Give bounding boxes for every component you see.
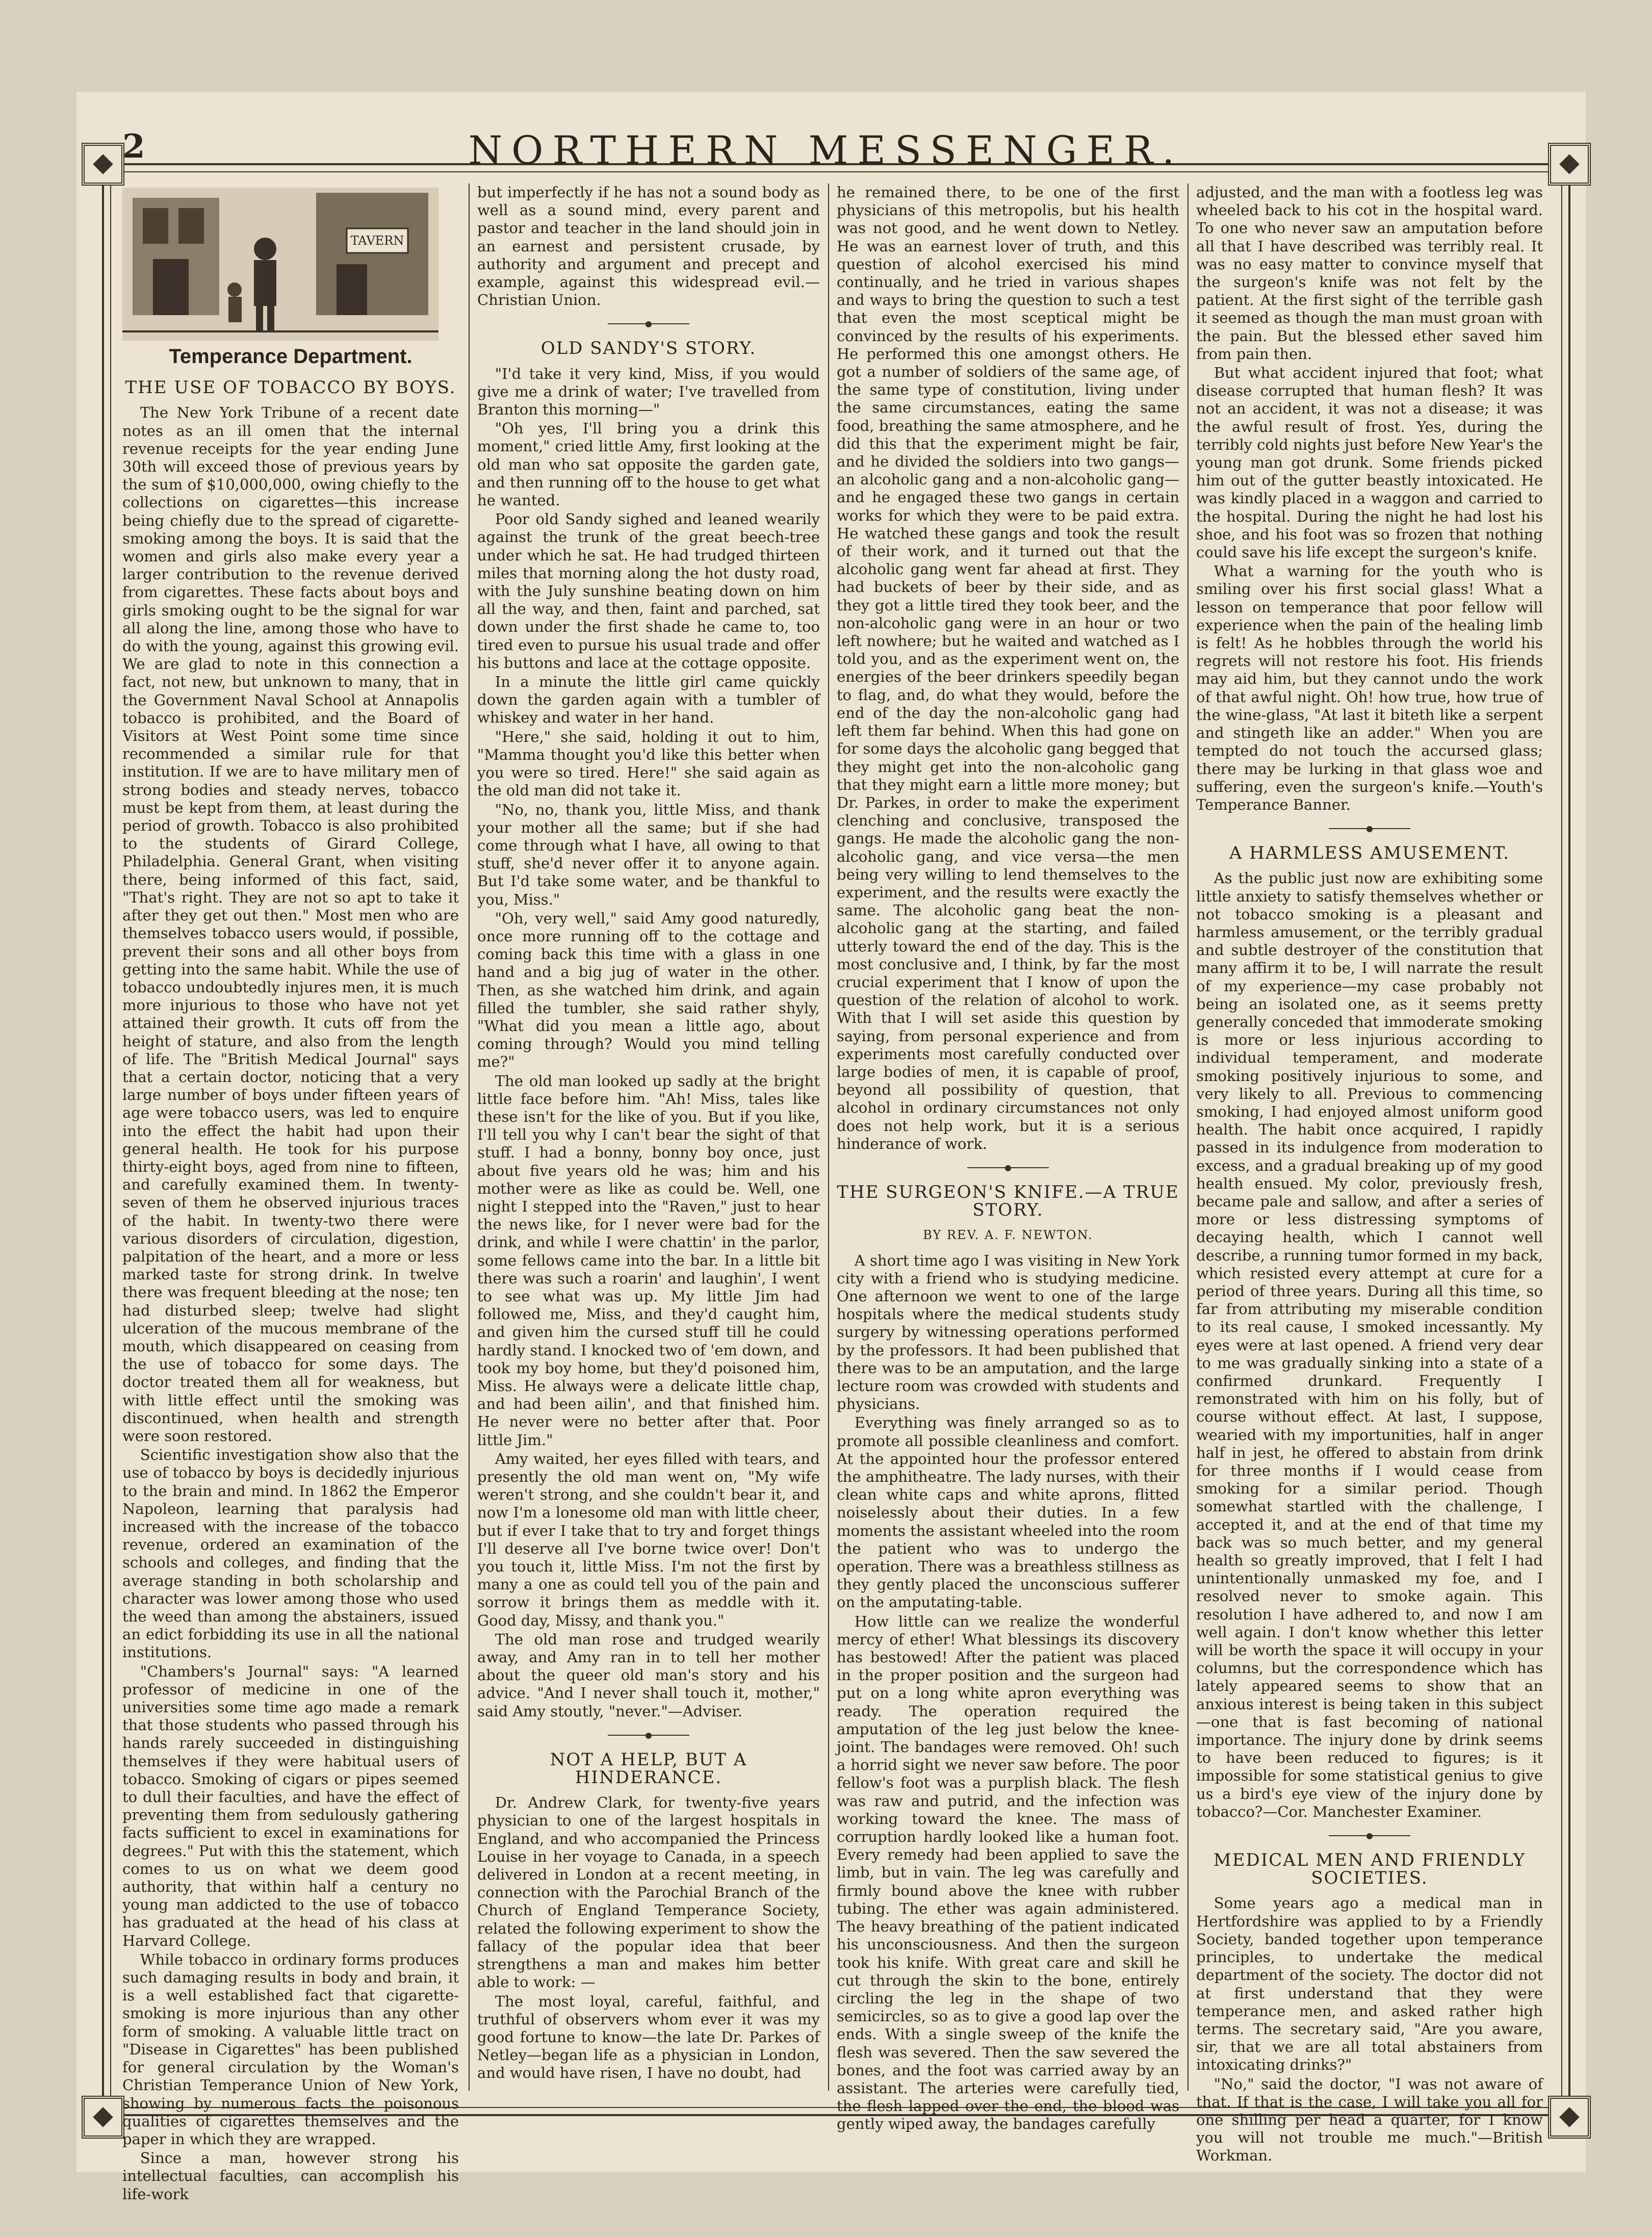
article-paragraph: "I'd take it very kind, Miss, if you would give me a drink of water; I've travelled from Branton this morning—"	[477, 365, 820, 419]
article-paragraph: The New York Tribune of a recent date notes as an ill omen that the internal revenue receipts for the year ending June 30th will exceed those of previous years by the sum of $10,000,000, owing chiefly to the collections on cigarettes—this increase being chiefly due to the spread of cigarette-smoking among the boys. It is said that the women and girls also make every year a larger contribution to the revenue derived from cigarettes. These facts about boys and girls smoking ought to be the signal for war all along the line, among those who have to do with the young, against this growing evil. We are glad to note in this connection a fact, not new, but unknown to many, that in the Government Naval School at Annapolis tobacco is prohibited, and the Board of Visitors at West Point some time since recommended a similar rule for that institution. If we are to have military men of strong bodies and steady nerves, tobacco must be kept from them, at least during the period of growth. Tobacco is also prohibited to the students of Girard College, Philadelphia. General Grant, when visiting there, being informed of this fact, said, "That's right. They are not so apt to take it after they get out then." Most men who are themselves tobacco users would, if possible, prevent their sons and all other boys from getting into the same habit. While the use of tobacco undoubtedly injures men, it is much more injurious to those who have not yet attained their growth. It cuts off from the height of stature, and also from the length of life. The "British Medical Journal" says that a certain doctor, noticing that a very large number of boys under fifteen years of age were tobacco users, was led to enquire into the effect the habit had upon their general health. He took for his purpose thirty-eight boys, aged from nine to fifteen, and carefully examined them. In twenty-seven of them he observed injurious traces of the habit. In twenty-two there were various disorders of circulation, digestion, palpitation of the heart, and a more or less marked taste for strong drink. In twelve there was frequent bleeding at the nose; ten had disturbed sleep; twelve had slight ulceration of the mucous membrane of the mouth, which disappeared on ceasing from the use of tobacco for some days. The doctor treated them all for weakness, but with little effect until the smoking was discontinued, when health and strength were soon restored.	[122, 404, 459, 1445]
temperance-vignette-illustration	[122, 188, 438, 341]
article-paragraph: The old man looked up sadly at the bright little face before him. "Ah! Miss, tales like these isn't for the like of you. But if you like, I'll tell you why I can't bear the sight of that stuff. I had a bonny, bonny boy once, just about five years old he was; him and his mother were as like as could be. Well, one night I stepped into the "Raven," just to hear the news like, for I never were bad for the drink, and while I were chattin' in the parlor, some fellows came into the bar. In a little bit there was such a roarin' and laughin', I went to see what was up. My little Jim had followed me, Miss, and they'd caught him, and given him the cursed stuff till he could hardly stand. I knocked two of 'em down, and took my boy home, but they'd poisoned him, Miss. He always were a delicate little chap, and had been ailin', and that finished him. He never were no better after that. Poor little Jim."	[477, 1072, 820, 1449]
column-1	[122, 184, 459, 2203]
article-paragraph: Some years ago a medical man in Hertfordshire was applied to by a Friendly Society, banded together upon temperance principles, to undertake the medical department of the society. The doctor did not at first understand that they were temperance men, and asked rather high terms. The secretary said, "Are you aware, sir, that we are all total abstainers from intoxicating drinks?"	[1196, 1894, 1543, 2074]
article-title: MEDICAL MEN AND FRIENDLY SOCIETIES.	[1213, 1850, 1526, 1889]
article-paragraph: While tobacco in ordinary forms produces such damaging results in body and brain, it is a well established fact that cigarette-smoking is more injurious than any other form of smoking. A valuable little tract on "Disease in Cigarettes" has been published for general circulation by the Woman's Christian Temperance Union of New York, showing by numerous facts the poisonous qualities of cigarettes themselves and the paper in which they are wrapped.	[122, 1950, 459, 2148]
column-2	[477, 184, 820, 2091]
article-title: OLD SANDY'S STORY.	[540, 338, 757, 359]
section-divider	[967, 1165, 1049, 1170]
article-paragraph: Poor old Sandy sighed and leaned wearily against the trunk of the great beech-tree under which he sat. He had trudged thirteen miles that morning along the hot dusty road, with the July sunshine beating down on him all the way, and then, faint and parched, sat down under the first shade he came to, too tired even to pursue his usual trade and offer his buttons and lace at the cottage opposite.	[477, 510, 820, 672]
article-paragraph: "Here," she said, holding it out to him, "Mamma thought you'd like this better when you were so tired. Here!" she said again as the old man did not take it.	[477, 728, 820, 800]
article-paragraph: "Chambers's Journal" says: "A learned professor of medicine in one of the universities some time ago made a remark that those students who passed through his hands rarely succeeded in distinguishing themselves if they were habitual users of tobacco. Smoking of cigars or pipes seemed to dull their faculties, and have the effect of preventing them from sedulously gathering facts sufficient to excel in examinations for degrees." Put with this the statement, which comes to us on what we deem good authority, that within half a century no young man addicted to the use of tobacco has graduated at the head of his class at Harvard College.	[122, 1662, 459, 1949]
masthead-title: NORTHERN MESSENGER.	[468, 127, 1184, 173]
article-paragraph: Since a man, however strong his intellectual faculties, can accomplish his life-work	[122, 2149, 459, 2203]
svg-text:TAVERN: TAVERN	[350, 234, 404, 248]
article-paragraph: he remained there, to be one of the first physicians of this metropolis, but his health was not good, and he went down to Netley. He was an earnest lover of truth, and this question of alcohol exercised his mind continually, and he tried in various shapes and ways to bring the question to such a test that even the most sceptical might be convinced by the results of his experiments. He performed this one amongst others. He got a number of soldiers of the same age, of the same type of constitution, living under the same circumstances, eating the same food, breathing the same atmosphere, and he did this that the experiment might be fair, and he divided the soldiers into two gangs—an alcoholic gang and a non-alcoholic gang—and he engaged these two gangs in certain works for which they were to be paid extra. He watched these gangs and took the result of their work, and it turned out that the alcoholic gang went far ahead at first. They had buckets of beer by their side, and as they got a little tired they took beer, and the non-alcoholic gang were in an hour or two left nowhere; but he waited and watched as I told you, and as the experiment went on, the energies of the beer drinkers speedily began to flag, and, do what they would, before the end of the day the non-alcoholic gang had left them far behind. When this had gone on for some days the alcoholic gang begged that they might get into the non-alcoholic gang that they might earn a little more money; but Dr. Parkes, in order to make the experiment clenching and conclusive, transposed the gangs. He made the alcoholic gang the non-alcoholic gang, and vice versa—the men being very willing to lend themselves to the experiment, and the results were exactly the same. The alcoholic gang beat the non-alcoholic gang at the starting, and failed utterly toward the end of the day. This is the most conclusive and, I think, by far the most crucial experiment that I know of upon the question of the relation of alcohol to work. With that I will set aside this question by saying, from personal experience and from experiments most carefully conducted over large bodies of men, it is capable of proof, beyond all possibility of question, that alcohol in ordinary circumstances not only does not help work, but it is a serious hinderance of work.	[837, 184, 1179, 1152]
article-paragraph: A short time ago I was visiting in New York city with a friend who is studying medicine. One afternoon we went to one of the large hospitals where the medical students study surgery by witnessing operations performed by the professors. It had been published that there was to be an amputation, and the large lecture room was crowded with students and physicians.	[837, 1251, 1179, 1413]
article-paragraph: The old man rose and trudged wearily away, and Amy ran in to tell her mother about the queer old man's story and his advice. "And I never shall touch it, mother," said Amy stoutly, "never."—Adviser.	[477, 1630, 820, 1720]
section-divider	[1329, 1833, 1410, 1838]
article-paragraph: How little can we realize the wonderful mercy of ether! What blessings its discovery has bestowed! After the patient was placed in the proper position and the surgeon had put on a long white apron everything was ready. The operation required the amputation of the leg just below the knee-joint. The bandages were removed. Oh! such a horrid sight we never saw before. The poor fellow's foot was a purplish black. The flesh was raw and putrid, and the infection was working toward the knee. The mass of corruption hardly looked like a human foot. Every remedy had been applied to save the limb, but in vain. The leg was carefully and firmly bound above the knee with rubber tubing. The ether was again administered. The heavy breathing of the patient indicated his unconsciousness. And then the surgeon took his knife. With great care and skill he cut through the skin to the bone, entirely circling the leg in the shape of two semicircles, so as to give a good lap over the ends. With a single sweep of the knife the flesh was severed. Then the saw severed the bones, and the foot was carried away by an assistant. The arteries were carefully tied, the flesh lapped over the end, the blood was gently wiped away, the bandages carefully	[837, 1612, 1179, 2133]
column-4	[1196, 184, 1543, 2165]
article-paragraph: but imperfectly if he has not a sound body as well as a sound mind, every parent and pastor and teacher in the land should join in an earnest and persistent crusade, by authority and argument and precept and example, against this widespread evil.—Christian Union.	[477, 184, 820, 309]
tavern-scene-icon	[122, 188, 438, 341]
article-paragraph: In a minute the little girl came quickly down the garden again with a tumbler of whiskey and water in her hand.	[477, 673, 820, 727]
article-paragraph: Everything was finely arranged so as to promote all possible cleanliness and comfort. At the appointed hour the professor entered the amphitheatre. The lady nurses, with their clean white caps and white aprons, flitted noiselessly about their duties. In a few moments the assistant wheeled into the room the patient who was to undergo the operation. There was a breathless stillness as they gently placed the unconscious sufferer on the amputating-table.	[837, 1414, 1179, 1611]
article-paragraph: Amy waited, her eyes filled with tears, and presently the old man went on, "My wife weren't strong, and she couldn't bear it, and now I'm a lonesome old man with little cheer, but if ever I take that to try and forget things I'll deserve all I've borne twice over! Don't you touch it, little Miss. I'm not the first by many a one as could tell you of the pain and sorrow it brings them as meddle with it. Good day, Missy, and thank you."	[477, 1450, 820, 1629]
article-paragraph: "Oh yes, I'll bring you a drink this moment," cried little Amy, first looking at the old man who sat opposite the garden gate, and then running off to the house to get what he wanted.	[477, 420, 820, 509]
section-divider	[1329, 826, 1410, 831]
section-divider	[608, 321, 689, 326]
column-3	[837, 184, 1179, 2133]
column-rule	[828, 184, 829, 2091]
article-paragraph: But what accident injured that foot; what disease corrupted that human flesh? It was not an accident, it was not a disease; it was the awful result of frost. Yes, during the terribly cold nights just before New Year's the young man got drunk. Some friends picked him out of the gutter beastly intoxicated. He was kindly placed in a waggon and carried to the hospital. During the night he had lost his shoe, and his foot was so frozen that nothing could save his life except the surgeon's knife.	[1196, 364, 1543, 561]
article-paragraph: "Oh, very well," said Amy good naturedly, once more running off to the cottage and coming back this time with a glass in one hand and a big jug of water in the other. Then, as she watched him drink, and again filled the tumbler, she said rather shyly, "What did you mean a little ago, about coming through? Would you mind telling me?"	[477, 909, 820, 1071]
corner-ornament-icon	[1548, 2096, 1591, 2139]
article-paragraph: "No," said the doctor, "I was not aware of that. If that is the case, I will take you all for one shilling per head a quarter, for I know you will not trouble me much."—British Workman.	[1196, 2075, 1543, 2165]
article-title: NOT A HELP, BUT A HINDERANCE.	[550, 1749, 747, 1788]
corner-ornament-icon	[82, 2096, 124, 2139]
article-title: A HARMLESS AMUSEMENT.	[1229, 843, 1510, 864]
article-title: THE USE OF TOBACCO BY BOYS.	[125, 377, 456, 398]
page-number: 2	[122, 127, 145, 166]
article-paragraph: The most loyal, careful, faithful, and truthful of observers whom ever it was my good fortune to know—the late Dr. Parkes of Netley—began life as a physician in London, and would have risen, I have no doubt, had	[477, 1992, 820, 2082]
department-title: Temperance Department.	[169, 345, 412, 368]
article-paragraph: Dr. Andrew Clark, for twenty-five years physician to one of the largest hospitals in England, and who accompanied the Princess Louise in her voyage to Canada, in a speech delivered in London at a recent meeting, in connection with the Parochial Branch of the Church of England Temperance Society, related the following experiment to show the fallacy of the popular idea that beer strengthens a man and makes him better able to work: —	[477, 1794, 820, 1991]
column-rule	[469, 184, 470, 2091]
article-paragraph: adjusted, and the man with a footless leg was wheeled back to his cot in the hospital ward. To one who never saw an amputation before all that I have described was terribly real. It was no easy matter to convince myself that the surgeon's knife was not felt by the patient. At the first sight of the terrible gash it seemed as though the man must groan with the pain. But the blessed ether saved him from pain then.	[1196, 184, 1543, 363]
article-paragraph: "No, no, thank you, little Miss, and thank your mother all the same; but if she had come through what I have, all owing to that stuff, she'd never offer it to anyone again. But I'd take some water, and be thankful to you, Miss."	[477, 801, 820, 908]
article-paragraph: Scientific investigation show also that the use of tobacco by boys is decidedly injurious to the brain and mind. In 1862 the Emperor Napoleon, learning that paralysis had increased with the increase of the tobacco revenue, ordered an examination of the schools and colleges, and finding that the average standing in both scholarship and character was lower among those who used the weed than among the abstainers, issued an edict forbidding its use in all the national institutions.	[122, 1446, 459, 1661]
article-byline: BY REV. A. F. NEWTON.	[923, 1228, 1093, 1243]
section-divider	[608, 1733, 689, 1738]
article-title: THE SURGEON'S KNIFE.—A TRUE STORY.	[837, 1181, 1179, 1221]
article-paragraph: What a warning for the youth who is smiling over his first social glass! What a lesson on temperance that poor fellow will experience when the pain of the healing limb is felt! As he hobbles through the world his regrets will not restore his foot. His friends may aid him, but they cannot undo the work of that awful night. Oh! how true, how true of the wine-glass, "At last it biteth like a serpent and stingeth like an adder." When you are tempted do not touch the accursed glass; there may be lurking in that glass woe and suffering, even the surgeon's knife.—Youth's Temperance Banner.	[1196, 562, 1543, 813]
article-paragraph: As the public just now are exhibiting some little anxiety to satisfy themselves whether or not tobacco smoking is a pleasant and harmless amusement, or the terribly gradual and subtle destroyer of the constitution that many affirm it to be, I will narrate the result of my experience—my case probably not being an isolated one, as it seems pretty generally conceded that immoderate smoking is more or less injurious according to individual temperament, and moderate smoking positively injurious to some, and very likely to all. Previous to commencing smoking, I had enjoyed almost uniform good health. The habit once acquired, I rapidly passed in its indulgence from moderation to excess, and a gradual breaking up of my good health ensued. My color, previously fresh, became pale and sallow, and after a series of more or less distressing symptoms of decaying health, which I cannot well describe, a running tumor formed in my back, which resisted every attempt at cure for a period of three years. During all this time, so far from attributing my miserable condition to its real cause, I smoked incessantly. My eyes were at last opened. A friend very dear to me was gradually sinking into a state of a confirmed drunkard. Frequently I remonstrated with him on his folly, but of course without effect. At last, I suppose, wearied with my importunities, half in anger half in jest, he offered to abstain from drink for three months if I would cease from smoking for a similar period. Though somewhat startled with the challenge, I accepted it, and at the end of that time my back was so much better, and my general health so greatly improved, that I felt I had unintentionally unmasked my foe, and I resolved never to smoke again. This resolution I have adhered to, and now I am well again. I don't know whether this letter will be worth the space it will occupy in your columns, but the correspondence which has lately appeared seems to show that an anxious interest is being taken in this subject—one that is fast becoming of national importance. The injury done by drink seems to have been reduced to figures; is it impossible for some statistical genius to give us a bird's eye view of the injury done by tobacco?—Cor. Manchester Examiner.	[1196, 869, 1543, 1820]
column-rule	[1188, 184, 1189, 2091]
